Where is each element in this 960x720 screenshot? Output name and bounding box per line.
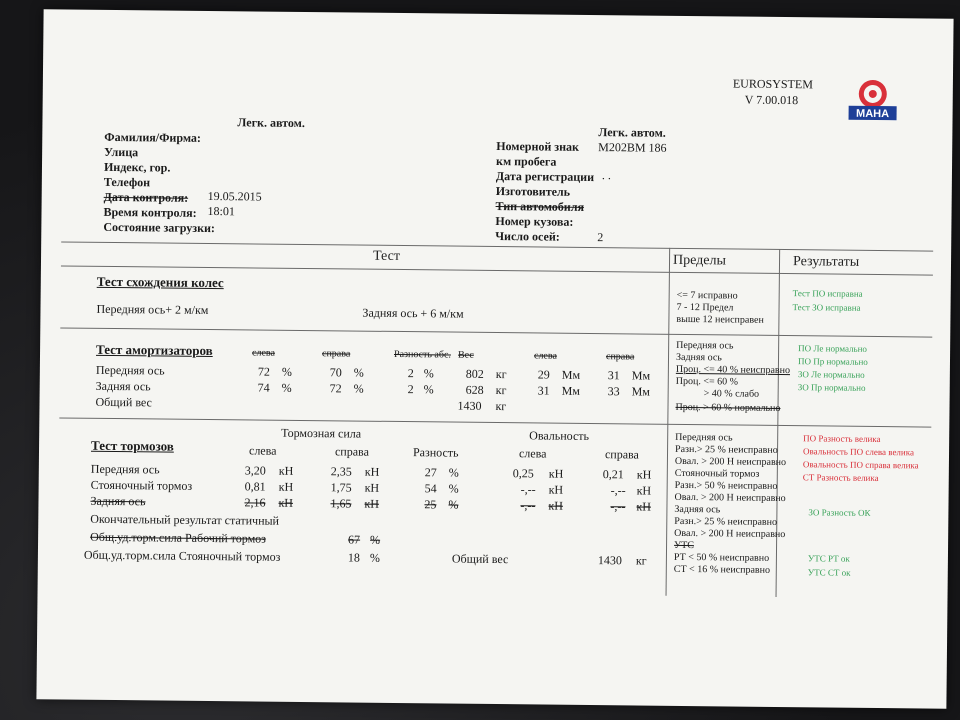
shocks-rear-left2: 31 [537,383,550,398]
shocks-front-left2-unit: Мм [561,367,581,382]
brakes-service-unit: % [370,532,381,547]
shocks-rear-weight: 628 [465,382,484,397]
alignment-result-1: Тест ПО исправна [792,288,863,299]
shocks-col-right2: справа [605,351,635,363]
alignment-rear: Задняя ось + 6 м/км [362,305,464,321]
shocks-col-weight: Вес [457,349,474,361]
test-report-sheet [36,9,953,708]
col-results: Результаты [792,254,860,270]
brakes-col-left2: слева [518,446,547,461]
brakes-title: Тест тормозов [90,437,174,454]
client-vehicle-type: Легк. автом. [237,115,305,130]
brakes-rear-diff: 25 [424,497,437,512]
brakes-service-label: Общ.уд.торм.сила Рабочий тормоз [90,529,267,546]
axles-count: 2 [597,230,604,245]
label-street: Улица [104,144,139,160]
alignment-limit-3: выше 12 неисправен [676,313,764,326]
brakes-total-value: 1430 [597,553,622,568]
brakes-rear-left2: -,-- [520,498,536,513]
shocks-front-left2: 29 [537,367,550,382]
brakes-row-front-name: Передняя ось [90,461,160,477]
brakes-front-left-unit: кН [278,463,294,478]
alignment-result-2: Тест ЗО исправна [792,302,861,313]
brakes-result-red-1: ПО Разность велика [803,433,881,445]
label-surname: Фамилия/Фирма: [104,129,202,145]
brakes-front-left2: 0,25 [512,466,534,481]
shocks-rear-right: 72 [329,381,342,396]
brakes-result-green-2: УТС РТ ок [807,553,850,564]
shocks-rear-right2: 33 [607,384,620,399]
brakes-final-label: Окончательный результат статичный [90,511,280,528]
brakes-front-left: 3,20 [244,463,266,478]
shocks-limit-6: Проц. > 60 % нормально [675,401,781,414]
brakes-row-rear-name: Задняя ось [90,493,146,509]
brakes-limit-3: Овал. > 200 Н неисправно [674,455,787,469]
brakes-col-right2: справа [604,447,640,462]
col-limits: Пределы [672,252,726,269]
plate-number: М202ВМ 186 [598,140,667,155]
brakes-rear-right2: -,-- [610,499,626,514]
brakes-parking-unit: % [369,550,380,565]
brakes-limit-8: Разн.> 25 % неисправно [674,515,778,528]
shocks-total-label: Общий вес [95,394,153,410]
label-reg-date: Дата регистрации [495,168,595,185]
brakes-rear-left-unit: кН [278,495,294,510]
brakes-front-left2-unit: кН [548,466,564,481]
brakes-total-label: Общий вес [451,551,509,567]
shocks-col-right: справа [321,348,351,360]
brakes-col-diff: Разность [412,445,459,460]
shocks-front-left: 72 [257,364,270,379]
shocks-front-right2-unit: Мм [631,368,651,383]
vehicle-type: Легк. автом. [598,125,666,140]
shocks-row-rear-name: Задняя ось [95,378,151,394]
shocks-limit-4: Проц. <= 60 % [675,375,739,388]
alignment-limit-1: <= 7 исправно [676,289,738,302]
shocks-front-right: 70 [329,365,342,380]
shocks-limit-1: Передняя ось [676,339,734,352]
brakes-col-right: справа [334,444,370,459]
label-mileage: км пробега [496,154,557,169]
brakes-rear-right2-unit: кН [636,499,652,514]
brakes-total-unit: кг [635,553,647,568]
brakes-limit-12: СТ < 16 % неисправно [673,563,771,576]
brakes-result-red-3: Овальность ПО справа велика [802,459,919,471]
label-time: Время контроля: [103,204,197,220]
brakes-front-right: 2,35 [330,464,352,479]
shocks-rear-left2-unit: Мм [561,383,581,398]
shocks-front-weight-unit: кг [495,367,507,382]
svg-text:МАНА: МАНА [856,107,890,121]
label-body: Номер кузова: [495,213,574,229]
label-car-type: Тип автомобиля [495,198,585,214]
brakes-limit-4: Стояночный тормоз [674,467,760,480]
brakes-front-right2: 0,21 [602,467,624,482]
shocks-col-diff: Разность абс. [393,348,451,361]
alignment-title: Тест схождения колес [96,273,224,291]
brakes-front-diff: 27 [424,465,437,480]
brakes-parking-right2-unit: кН [636,483,652,498]
brakes-parking-value: 18 [347,550,360,565]
shocks-total-value: 1430 [457,398,482,413]
brakes-result-red-2: Овальность ПО слева велика [802,446,915,458]
brakes-parking-right2: -,-- [610,483,626,498]
shocks-rear-diff: 2 [407,382,414,397]
shocks-limit-3: Проц. <= 40 % неисправно [675,363,791,377]
shocks-title: Тест амортизаторов [96,341,213,359]
shocks-rear-right-unit: % [353,381,364,396]
label-maker: Изготовитель [495,183,571,199]
brakes-limit-7: Задняя ось [674,503,721,516]
brakes-col-left: слева [248,443,277,458]
brakes-limit-5: Разн.> 50 % неисправно [674,479,778,492]
shocks-result-4: ЗО Пр нормально [797,382,866,393]
rule-limits-left [666,248,671,596]
brakes-rear-left2-unit: кН [548,498,564,513]
shocks-result-1: ПО Ле нормально [798,343,868,354]
brakes-parking-right: 1,75 [330,480,352,495]
shocks-front-right2: 31 [607,368,620,383]
brakes-parking-left-unit: кН [278,479,294,494]
brakes-limit-11: РТ < 50 % неисправно [673,551,770,564]
label-index: Индекс, гор. [103,159,171,175]
rule-shocks [59,417,931,427]
brakes-rear-diff-unit: % [448,497,459,512]
alignment-limit-2: 7 - 12 Предел [676,301,734,314]
brakes-force-header: Тормозная сила [281,425,362,441]
shocks-rear-diff-unit: % [423,382,434,397]
brakes-limit-10: УТС [674,539,694,552]
brakes-row-parking-name: Стояночный тормоз [90,477,193,493]
label-date: Дата контроля: [103,189,189,205]
alignment-front: Передняя ось+ 2 м/км [96,301,209,317]
brakes-limit-6: Овал. > 200 Н неисправно [674,491,786,505]
shocks-limit-2: Задняя ось [675,351,722,364]
brakes-result-green-3: УТС СТ ок [807,567,851,578]
shocks-col-left2: слева [533,350,557,362]
brakes-rear-right-unit: кН [364,496,380,511]
shocks-row-front-name: Передняя ось [95,362,165,378]
system-version: V 7.00.018 [744,92,799,108]
label-load: Состояние загрузки: [103,219,216,236]
brakes-parking-left2: -,-- [520,482,536,497]
brakes-parking-right-unit: кН [364,480,380,495]
brakes-ovality-header: Овальность [529,428,590,443]
control-date: 19.05.2015 [207,188,262,204]
shocks-rear-right2-unit: Мм [631,384,651,399]
shocks-front-diff-unit: % [423,366,434,381]
brakes-front-diff-unit: % [448,465,459,480]
shocks-rear-left: 74 [257,380,270,395]
shocks-front-diff: 2 [407,366,414,381]
brakes-parking-label: Общ.уд.торм.сила Стояночный тормоз [83,547,281,564]
brakes-rear-right: 1,65 [330,496,352,511]
shocks-result-2: ПО Пр нормально [797,356,868,367]
brakes-result-red-4: СТ Разность велика [802,472,879,484]
system-name: EUROSYSTEM [732,76,813,92]
label-phone: Телефон [103,174,151,190]
rule-alignment [60,327,932,337]
brakes-parking-left2-unit: кН [548,482,564,497]
brakes-limit-1: Передняя ось [675,431,733,444]
maha-logo [847,78,899,123]
shocks-front-left-unit: % [281,364,292,379]
label-axles: Число осей: [495,228,560,244]
brakes-rear-left: 2,16 [244,495,266,510]
reg-date: . . [601,168,612,183]
shocks-limit-5: > 40 % слабо [703,388,760,400]
shocks-total-unit: кг [495,399,507,414]
col-test: Тест [372,248,401,264]
brakes-parking-diff-unit: % [448,481,459,496]
brakes-parking-left: 0,81 [244,479,266,494]
shocks-front-weight: 802 [465,366,484,381]
shocks-front-right-unit: % [353,365,364,380]
brakes-front-right2-unit: кН [636,467,652,482]
shocks-rear-left-unit: % [281,380,292,395]
shocks-col-left: слева [251,347,276,359]
control-time: 18:01 [207,203,235,219]
brakes-service-value: 67 [348,532,361,547]
brakes-limit-9: Овал. > 200 Н неисправно [674,527,786,541]
brakes-limit-2: Разн.> 25 % неисправно [675,443,778,456]
brakes-front-right-unit: кН [364,464,380,479]
brakes-parking-diff: 54 [424,481,437,496]
shocks-rear-weight-unit: кг [495,383,507,398]
shocks-result-3: ЗО Ле нормально [797,369,865,380]
brakes-result-green-1: ЗО Разность ОК [808,507,871,518]
rule-results-left [776,249,781,597]
label-plate: Номерной знак [496,139,580,154]
